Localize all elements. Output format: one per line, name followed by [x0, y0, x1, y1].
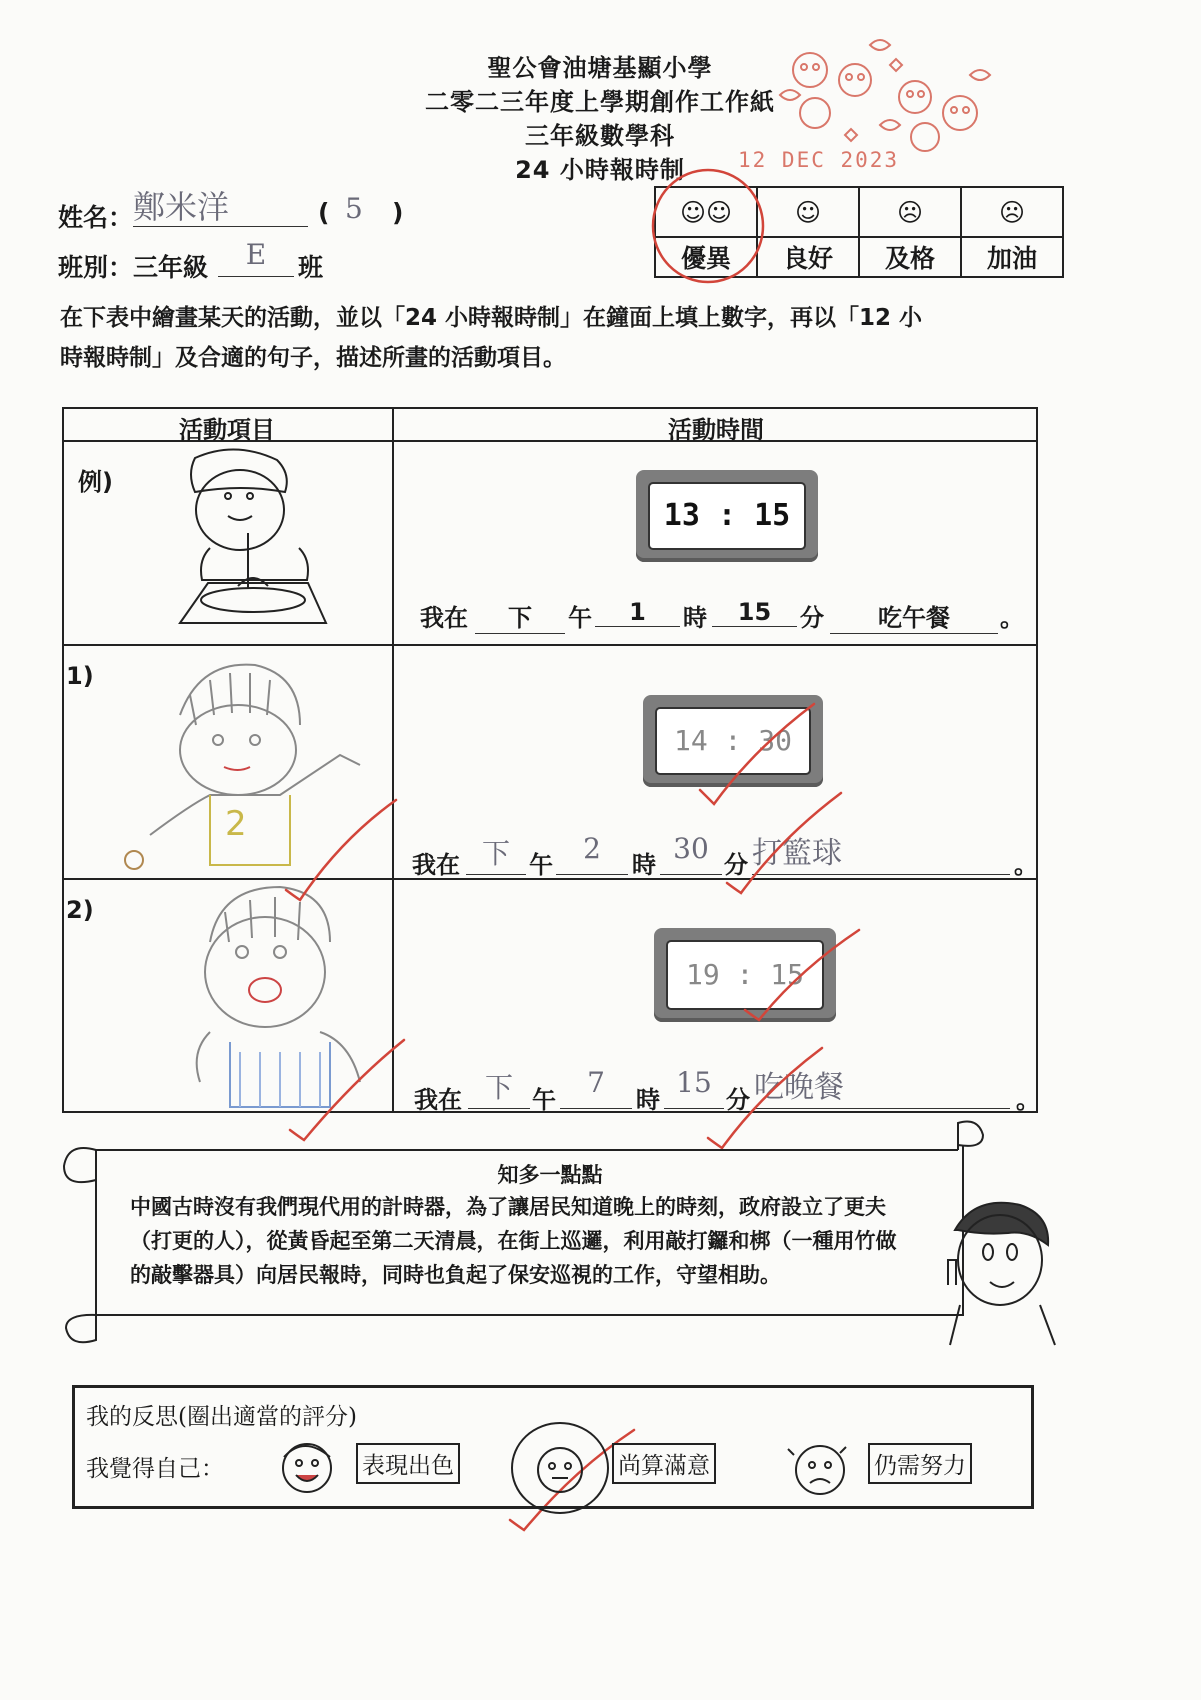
row-label-2: 2) [66, 896, 94, 924]
class-field[interactable] [218, 238, 294, 277]
instruction-line-2: 時報時制」及合適的句子，描述所畫的活動項目。 [60, 345, 566, 371]
row2-minute-field[interactable]: 15 [664, 1066, 724, 1109]
table-row-divider-1 [62, 644, 1038, 646]
rating-excellent[interactable]: 優異 [655, 237, 757, 277]
row2-period-suffix: 午 [532, 1086, 556, 1114]
example-period-suffix: 午 [568, 604, 592, 632]
basketball-drawing [120, 655, 380, 875]
example-hour-field: 1 [595, 598, 680, 627]
row1-period-suffix: 午 [529, 851, 553, 879]
row2-hour-field[interactable]: 7 [560, 1066, 632, 1109]
clock-2 [654, 928, 836, 1022]
reflection-title: 我的反思(圈出適當的評分) [86, 1404, 357, 1430]
row2-minute-suffix: 分 [726, 1086, 750, 1114]
neutral-kid-icon [505, 1418, 615, 1518]
row2-end-mark: 。 [1016, 1086, 1040, 1114]
row-label-1: 1) [66, 662, 94, 690]
example-hour-suffix: 時 [683, 604, 707, 632]
smile-icon: ☺ [794, 197, 822, 227]
example-clock-reading: 13 : 15 [648, 482, 806, 550]
class-value: E [245, 238, 267, 271]
example-period-field: 下 [475, 598, 565, 634]
clock-1-reading[interactable]: 14 : 30 [655, 707, 811, 775]
row2-hour-suffix: 時 [636, 1086, 660, 1114]
date-stamp: 12 DEC 2023 [738, 148, 900, 172]
number-open-paren: ( [318, 198, 330, 227]
class-label: 班別：三年級 [58, 253, 209, 282]
sad-kid-icon [782, 1435, 857, 1505]
row1-hour-suffix: 時 [632, 851, 656, 879]
row1-activity-field[interactable]: 打籃球 [752, 828, 1010, 875]
clock-1 [643, 695, 823, 787]
reflection-option-excellent[interactable]: 表現出色 [356, 1443, 460, 1484]
subject-title: 三年級數學科 [525, 122, 675, 150]
example-end-mark: 。 [1000, 604, 1024, 632]
row1-period-field[interactable]: 下 [466, 832, 526, 875]
rating-good[interactable]: 良好 [757, 237, 859, 277]
reflection-option-needs-effort[interactable]: 仍需努力 [868, 1443, 972, 1484]
row1-minute-field[interactable]: 30 [660, 832, 722, 875]
table-column-divider [392, 407, 394, 1113]
rating-pass[interactable]: 及格 [859, 237, 961, 277]
name-field[interactable] [133, 182, 308, 227]
number-close-paren: ) [392, 198, 404, 227]
neutral-face-icon: ☹ [896, 197, 924, 227]
row1-hour-field[interactable]: 2 [556, 832, 628, 875]
row-label-example: 例) [78, 468, 113, 496]
happy-kid-icon [272, 1435, 342, 1505]
term-title: 二零二三年度上學期創作工作紙 [425, 88, 775, 116]
number-value: 5 [345, 192, 363, 225]
row1-sentence-prefix: 我在 [412, 851, 460, 879]
class-suffix: 班 [298, 253, 324, 282]
svg-text:2: 2 [225, 804, 247, 844]
reflection-prompt: 我覺得自己： [86, 1456, 224, 1482]
instruction-line-1: 在下表中繪畫某天的活動，並以「24 小時報時制」在鐘面上填上數字，再以「12 小 [60, 305, 923, 331]
rating-selection-circle [640, 160, 780, 285]
rating-face-pass [859, 187, 961, 237]
row1-minute-suffix: 分 [724, 851, 748, 879]
teacher-cartoon [930, 1190, 1065, 1350]
double-smile-icon: ☺☺ [679, 197, 733, 227]
topic-title: 24 小時報時制 [515, 156, 685, 184]
row2-activity-field[interactable]: 吃晚餐 [754, 1062, 1010, 1109]
example-digital-clock [636, 470, 818, 562]
example-activity-field: 吃午餐 [830, 598, 998, 634]
example-eating-drawing [170, 448, 340, 633]
rating-face-try [961, 187, 1063, 237]
example-sentence-prefix: 我在 [420, 604, 468, 632]
col-header-time: 活動時間 [668, 416, 764, 444]
dinner-drawing [170, 882, 390, 1110]
scroll-line-2: （打更的人），從黃昏起至第二天清晨，在街上巡邏，利用敲打鑼和梆（一種用竹做 [130, 1229, 897, 1253]
school-name: 聖公會油塘基顯小學 [487, 54, 713, 82]
scroll-line-1: 中國古時沒有我們現代用的計時器，為了讓居民知道晚上的時刻，政府設立了更夫 [130, 1195, 886, 1219]
name-label: 姓名： [58, 203, 134, 232]
col-header-activity: 活動項目 [179, 416, 275, 444]
scroll-title: 知多一點點 [497, 1163, 603, 1187]
reflection-option-satisfactory[interactable]: 尚算滿意 [612, 1443, 716, 1484]
sad-face-icon: ☹ [998, 197, 1026, 227]
row2-sentence-prefix: 我在 [414, 1086, 462, 1114]
rating-try[interactable]: 加油 [961, 237, 1063, 277]
scroll-line-3: 的敲擊器具）向居民報時，同時也負起了保安巡視的工作，守望相助。 [130, 1263, 781, 1287]
row1-end-mark: 。 [1014, 851, 1038, 879]
example-minute-suffix: 分 [800, 604, 824, 632]
clock-2-reading[interactable]: 19 : 15 [666, 940, 824, 1010]
example-minute-field: 15 [712, 598, 797, 627]
name-value: 鄭米洋 [133, 188, 230, 226]
stamp-decoration [770, 25, 1000, 160]
row2-period-field[interactable]: 下 [468, 1066, 530, 1109]
